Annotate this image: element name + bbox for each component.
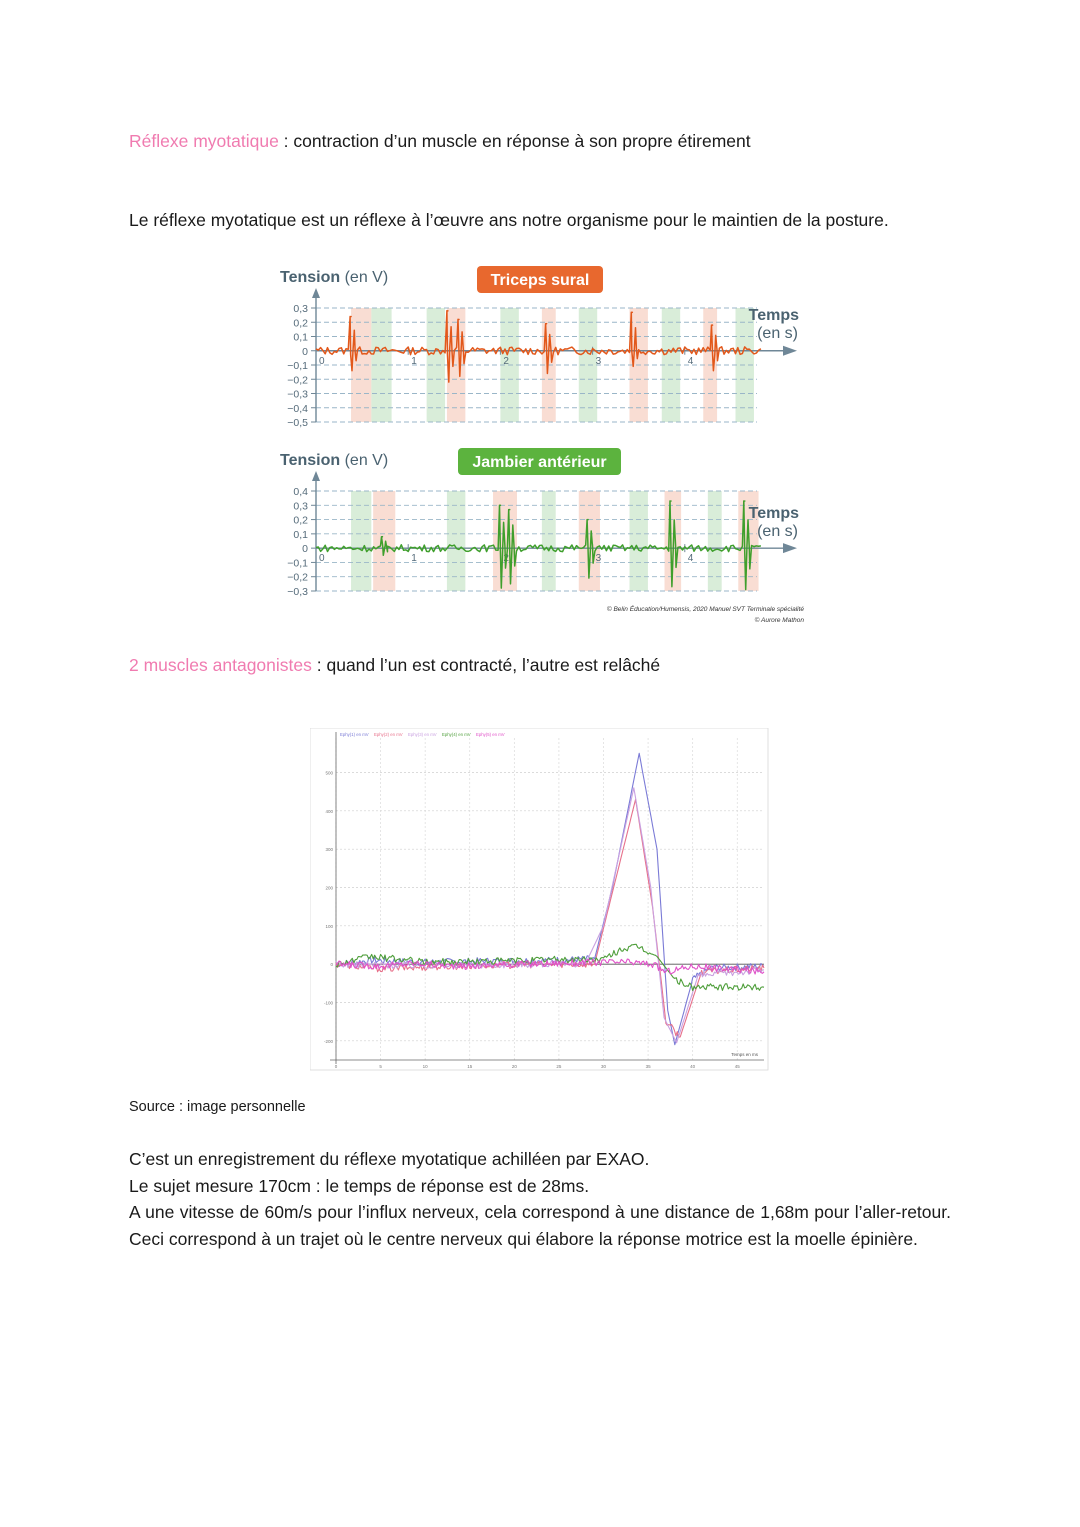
- figure-credit-1: © Belin Éducation/Humensis, 2020 Manuel SVT Terminale spécialité: [606, 606, 804, 613]
- x-tick-label: 1: [411, 355, 417, 367]
- y-tick-label: 0,4: [293, 486, 308, 498]
- plot-frame: [310, 728, 768, 1070]
- x-axis-label-bold: Temps: [748, 505, 799, 522]
- chart-title-badge: [458, 448, 621, 475]
- y-tick-label: 0: [302, 345, 308, 358]
- x-tick-label: 15: [467, 1064, 473, 1069]
- chart-jambier-anterieur: [280, 448, 799, 598]
- y-tick-label: −0,1: [287, 360, 308, 372]
- y-tick-label: 100: [325, 923, 333, 929]
- band-relaxation: [629, 491, 647, 591]
- x-tick-label: 0: [319, 355, 325, 367]
- y-tick-label: −0,3: [287, 388, 308, 401]
- emg-figure: [272, 262, 812, 632]
- x-axis-arrow: [783, 543, 797, 553]
- y-axis-label-bold: Tension: [280, 452, 341, 469]
- x-tick-label: 2: [503, 355, 509, 367]
- x-axis-arrow: [783, 346, 797, 356]
- chart-title-badge: [477, 266, 603, 293]
- x-tick-label: 45: [734, 1064, 740, 1069]
- definition-term: 2 muscles antagonistes: [129, 655, 312, 675]
- spike-peak: [382, 536, 384, 538]
- analysis-line-1: C’est un enregistrement du réflexe myotatique achilléen par EXAO.: [129, 1149, 650, 1169]
- y-tick-label: −0,2: [287, 374, 308, 387]
- x-tick-label: 30: [600, 1064, 607, 1069]
- legend-entry: Ephy(1) en mV: [340, 732, 369, 737]
- band-relaxation: [542, 491, 556, 591]
- x-axis-label-unit: (en s): [757, 523, 798, 540]
- y-tick-label: 0,2: [293, 514, 308, 527]
- y-axis-label-bold: Tension: [280, 269, 341, 286]
- y-tick-label: -200: [323, 1038, 333, 1044]
- y-tick-label: 200: [325, 885, 333, 891]
- y-axis-label: [280, 269, 388, 286]
- x-tick-label: 3: [595, 553, 602, 565]
- x-tick-label: 0: [319, 553, 325, 565]
- definition-text: : quand l’un est contracté, l’autre est relâché: [311, 655, 661, 675]
- spike-peak: [458, 319, 460, 321]
- spike-peak: [631, 311, 633, 313]
- x-tick-label: 4: [687, 355, 694, 367]
- legend-entry: Ephy(2) en mV: [374, 732, 403, 737]
- x-tick-label: 3: [595, 355, 602, 367]
- band-contraction: [373, 491, 395, 591]
- spike-peak: [712, 324, 714, 326]
- image-source: Source : image personnelle: [129, 1099, 306, 1115]
- x-axis-label-unit: (en s): [757, 325, 798, 342]
- y-axis-label-unit: (en V): [340, 269, 389, 286]
- intro-paragraph: Le réflexe myotatique est un réflexe à l’œuvre ans notre organisme pour le maintien de la posture.: [129, 210, 889, 230]
- x-tick-label: 2: [503, 553, 509, 565]
- x-tick-label: 4: [687, 553, 694, 565]
- y-axis-label: [280, 452, 388, 469]
- legend-entry: Ephy(5) en mV: [476, 732, 505, 737]
- analysis-line-2: Le sujet mesure 170cm : le temps de réponse est de 28ms.: [129, 1175, 590, 1196]
- y-tick-label: −0,2: [287, 571, 308, 584]
- y-axis-label-unit: (en V): [340, 452, 389, 469]
- x-tick-label: 40: [690, 1064, 696, 1069]
- band-relaxation: [351, 491, 371, 591]
- y-tick-label: 0: [302, 543, 308, 556]
- spike-peak: [447, 310, 449, 312]
- x-tick-label: 1: [411, 553, 417, 565]
- spike-peak: [670, 500, 672, 502]
- y-axis-arrow: [312, 471, 320, 481]
- definition-term: Réflexe myotatique: [129, 131, 279, 151]
- spike-peak: [546, 323, 548, 325]
- y-tick-label: −0,3: [287, 586, 308, 598]
- chart-title: Jambier antérieur: [472, 454, 607, 471]
- definition-text: : contraction d’un muscle en réponse à son propre étirement: [278, 131, 751, 151]
- y-tick-label: −0,4: [287, 402, 308, 415]
- x-axis-label: Temps en ms: [731, 1052, 758, 1057]
- x-tick-label: 10: [422, 1064, 428, 1069]
- y-tick-label: 0,3: [293, 303, 308, 315]
- y-tick-label: 0,1: [293, 331, 308, 344]
- y-tick-label: 0,2: [293, 317, 308, 330]
- y-tick-label: 0,1: [293, 528, 308, 541]
- legend-entry: Ephy(3) en mV: [408, 732, 437, 737]
- y-tick-label: −0,5: [287, 417, 308, 429]
- chart-title: Triceps sural: [490, 272, 590, 289]
- definition-reflexe-myotatique: [129, 131, 751, 152]
- spike-peak: [509, 509, 511, 511]
- x-tick-label: 35: [645, 1064, 651, 1069]
- x-axis-label-bold: Temps: [748, 307, 799, 324]
- y-axis-arrow: [312, 288, 320, 298]
- spike-peak: [350, 316, 352, 318]
- y-tick-label: -100: [323, 1000, 333, 1006]
- figure-credit-2: © Aurore Mathon: [754, 617, 804, 624]
- y-tick-label: 0,3: [293, 500, 308, 513]
- band-relaxation: [708, 491, 722, 591]
- analysis-paragraph: [129, 1146, 951, 1252]
- y-tick-label: 500: [325, 770, 333, 776]
- definition-muscles-antagonistes: [129, 655, 660, 676]
- chart-exao-recording: [310, 728, 768, 1070]
- legend-entry: Ephy(4) en mV: [442, 732, 471, 737]
- x-tick-label: 20: [511, 1064, 517, 1069]
- y-tick-label: 300: [325, 847, 333, 853]
- x-tick-label: 0: [334, 1064, 338, 1069]
- analysis-line-3: A une vitesse de 60m/s pour l’influx nerveux, cela correspond à une distance de 1,68m pour l’aller-retour. Ceci correspond à un trajet où le centre nerveux qui élabore la réponse motrice est la moelle épinière.: [129, 1202, 951, 1249]
- spike-peak: [587, 519, 589, 521]
- x-tick-label: 25: [556, 1064, 562, 1069]
- band-relaxation: [447, 491, 465, 591]
- spike-peak: [744, 500, 746, 502]
- y-tick-label: −0,1: [287, 557, 308, 570]
- chart-triceps-sural: [280, 266, 799, 429]
- x-tick-label: 5: [379, 1064, 382, 1069]
- y-tick-label: 0: [330, 962, 333, 968]
- spike-peak: [500, 504, 502, 506]
- y-tick-label: 400: [325, 808, 333, 814]
- exao-figure: [310, 728, 770, 1073]
